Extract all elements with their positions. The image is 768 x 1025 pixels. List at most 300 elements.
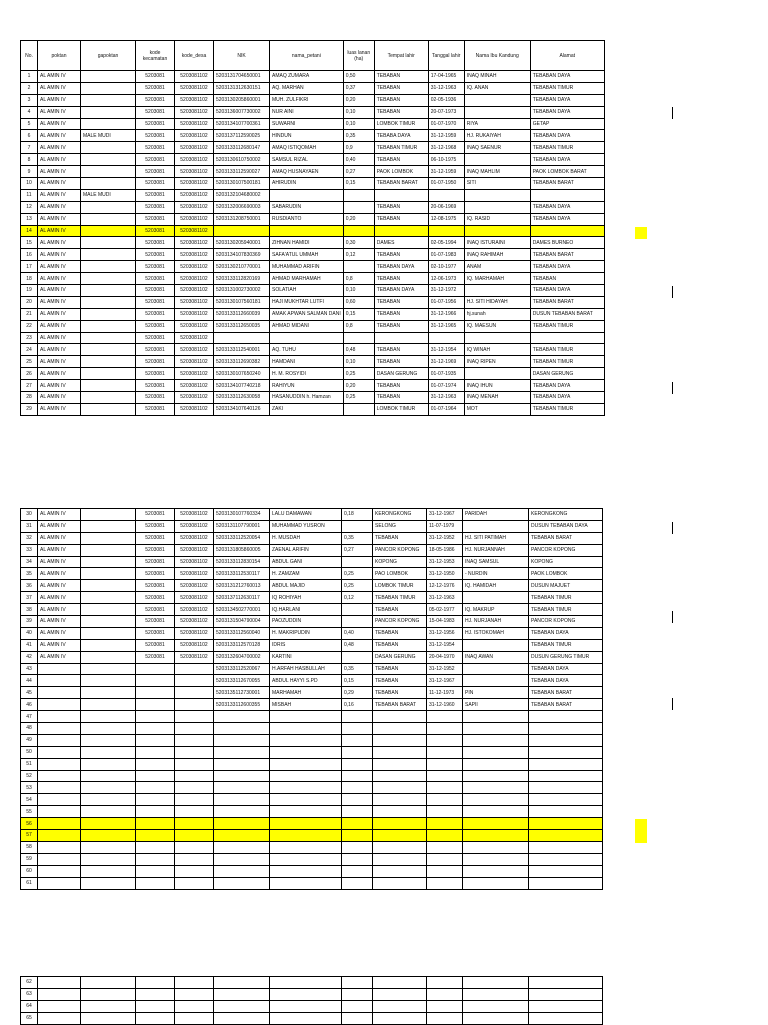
cell-nama-petani: HAJI MUKHTAR LUTFI (270, 296, 344, 308)
cell-kode-desa: 5203081102 (175, 201, 214, 213)
cell-tempat-lahir: LOMBOK TIMUR (374, 403, 428, 415)
cell-kode-desa: 5203081102 (175, 556, 214, 568)
cell-nama-petani: HAMDANI (270, 356, 344, 368)
cell-poktan: AL AMIN IV (38, 106, 81, 118)
cell-nama-ibu: INAQ MINAH (464, 71, 530, 83)
cell-gapoktan (81, 71, 136, 83)
cell-alamat (529, 841, 603, 853)
cell-nama-petani: AQ. MARHAN (270, 82, 344, 94)
cell-nik: 5203130107500181 (214, 178, 270, 190)
cell-tempat-lahir (373, 977, 427, 989)
cell-gapoktan (81, 532, 136, 544)
cell-nama-ibu: INAQ SAMSUL (463, 556, 529, 568)
cell-kode-desa: 5203081102 (175, 178, 214, 190)
cell-no: 64 (21, 1000, 38, 1012)
cell-tanggal-lahir: 01-07-1950 (428, 178, 464, 190)
cell-tempat-lahir (373, 746, 427, 758)
table-row (21, 273, 605, 285)
cell-kode-desa (175, 794, 214, 806)
cell-nama-ibu (464, 201, 530, 213)
cell-nama-petani (270, 225, 344, 237)
cell-luas-lahan: 0,27 (343, 166, 374, 178)
cell-nik: 5203130610750002 (214, 154, 270, 166)
cell-tanggal-lahir: 31-12-1969 (428, 356, 464, 368)
cell-poktan: AL AMIN IV (38, 249, 81, 261)
cell-nama-ibu (463, 746, 529, 758)
cell-kode-desa: 5203081102 (175, 189, 214, 201)
cell-nama-petani (270, 1012, 342, 1024)
cell-alamat: TEBABAN DAYA (530, 213, 604, 225)
cell-nik: 5203131704650001 (214, 71, 270, 83)
cell-tempat-lahir (373, 794, 427, 806)
cell-tempat-lahir (373, 1012, 427, 1024)
cell-luas-lahan (342, 988, 373, 1000)
cell-no: 42 (21, 651, 38, 663)
cell-kode-kecamatan: 5203081 (136, 142, 175, 154)
cell-tanggal-lahir (427, 758, 463, 770)
cell-tempat-lahir (373, 734, 427, 746)
cell-kode-desa (175, 663, 214, 675)
cell-nama-petani: AMAK APWAN SALMAN DANI (270, 308, 344, 320)
cell-nama-ibu: INAQ RAHIMAH (464, 249, 530, 261)
table-row (21, 1012, 603, 1024)
cell-poktan: AL AMIN IV (38, 118, 81, 130)
farmer-table-block-2 (20, 508, 603, 890)
cell-nama-petani: KARTINI (270, 651, 342, 663)
cell-nik (214, 853, 270, 865)
cell-poktan: AL AMIN IV (38, 651, 81, 663)
cell-kode-kecamatan (136, 853, 175, 865)
cell-kode-kecamatan: 5203081 (136, 344, 175, 356)
cell-nama-ibu: IQ WINAH (464, 344, 530, 356)
table-row (21, 806, 603, 818)
cell-tempat-lahir: TEBABAN (374, 273, 428, 285)
cell-kode-kecamatan: 5203081 (136, 118, 175, 130)
cell-luas-lahan: 0,20 (343, 213, 374, 225)
header-gapoktan: gapoktan (81, 41, 136, 71)
cell-luas-lahan: 0,29 (342, 687, 373, 699)
cell-nama-ibu (463, 806, 529, 818)
cell-nama-petani (270, 988, 342, 1000)
cell-alamat (529, 988, 603, 1000)
cell-tanggal-lahir (428, 189, 464, 201)
cell-no: 49 (21, 734, 38, 746)
cell-nik: 5203134502770001 (214, 604, 270, 616)
cell-nama-ibu (463, 794, 529, 806)
cell-poktan (38, 818, 81, 830)
cell-poktan: AL AMIN IV (38, 237, 81, 249)
cell-nama-ibu (464, 285, 530, 297)
cell-no: 31 (21, 520, 38, 532)
cell-nama-petani: HASANUDDIN h. Hamzan (270, 392, 344, 404)
cell-tanggal-lahir (427, 794, 463, 806)
cell-nama-ibu: ANAM (464, 261, 530, 273)
cell-nik: 5203130107560181 (214, 296, 270, 308)
cell-nama-ibu (463, 770, 529, 782)
cell-nama-ibu: INAQ ISTURAINI (464, 237, 530, 249)
cell-no: 53 (21, 782, 38, 794)
cell-kode-desa (175, 841, 214, 853)
cell-kode-kecamatan: 5203081 (136, 403, 175, 415)
cell-gapoktan (81, 977, 136, 989)
cell-tanggal-lahir: 31-12-1954 (428, 344, 464, 356)
cell-luas-lahan: 0,10 (343, 285, 374, 297)
table-row (21, 758, 603, 770)
cell-nik (214, 1012, 270, 1024)
cell-nik (214, 746, 270, 758)
cell-kode-desa: 5203081102 (175, 142, 214, 154)
cell-nik (214, 723, 270, 735)
cell-no: 26 (21, 368, 38, 380)
cell-alamat: TEBABAN DAYA (530, 261, 604, 273)
cell-nama-ibu (464, 368, 530, 380)
cell-tanggal-lahir: 31-12-1963 (428, 82, 464, 94)
cell-kode-kecamatan: 5203081 (136, 651, 175, 663)
cell-alamat: PANCOR KOPONG (529, 616, 603, 628)
cell-no: 10 (21, 178, 38, 190)
cell-tanggal-lahir: 31-12-1954 (427, 639, 463, 651)
cell-nik: 5203136007730002 (214, 106, 270, 118)
cell-alamat: TEBABAN DAYA (530, 106, 604, 118)
cell-alamat (529, 782, 603, 794)
cell-gapoktan: MALE MUDI (81, 130, 136, 142)
cell-tempat-lahir: TEBABAN DAYA (374, 261, 428, 273)
cell-nik: 5203133112600355 (214, 699, 270, 711)
cell-kode-desa: 5203081102 (175, 639, 214, 651)
cell-kode-desa (175, 699, 214, 711)
cell-luas-lahan (342, 1000, 373, 1012)
cell-alamat: GETAP (530, 118, 604, 130)
cell-kode-desa (175, 988, 214, 1000)
cell-nik (214, 806, 270, 818)
table-row (21, 392, 605, 404)
cell-no: 8 (21, 154, 38, 166)
cell-kode-desa (175, 746, 214, 758)
cell-no: 12 (21, 201, 38, 213)
cell-tanggal-lahir (427, 853, 463, 865)
cell-alamat: TEBABAN TIMUR (529, 639, 603, 651)
cell-tempat-lahir: KOPONG (373, 556, 427, 568)
cell-luas-lahan: 0,10 (343, 356, 374, 368)
cell-tanggal-lahir: 11-12-1973 (427, 687, 463, 699)
cell-tanggal-lahir: 31-12-1950 (427, 568, 463, 580)
cell-tempat-lahir: PANCOR KOPONG (373, 544, 427, 556)
cell-kode-kecamatan (136, 830, 175, 842)
header-luas-lahan: luas lanan (ha) (343, 41, 374, 71)
cell-alamat (529, 723, 603, 735)
cell-poktan (38, 663, 81, 675)
cell-nama-petani: AQ. TUHU (270, 344, 344, 356)
table-row (21, 877, 603, 889)
cell-luas-lahan (342, 746, 373, 758)
cell-nik: 5203131312630151 (214, 82, 270, 94)
cell-kode-kecamatan (136, 865, 175, 877)
cell-kode-kecamatan (136, 818, 175, 830)
cell-gapoktan (81, 687, 136, 699)
cell-no: 44 (21, 675, 38, 687)
table-row (21, 988, 603, 1000)
cell-kode-desa: 5203081102 (175, 356, 214, 368)
cell-tanggal-lahir: 02-05-1994 (428, 237, 464, 249)
cell-tanggal-lahir: 11-07-1979 (427, 520, 463, 532)
cell-no: 2 (21, 82, 38, 94)
cell-kode-kecamatan (136, 675, 175, 687)
cell-nama-ibu: INAQ IHUN (464, 380, 530, 392)
cell-tanggal-lahir (427, 734, 463, 746)
cell-tanggal-lahir (427, 806, 463, 818)
cell-nik: 5203134107830369 (214, 249, 270, 261)
cell-poktan: AL AMIN IV (38, 154, 81, 166)
cell-poktan: AL AMIN IV (38, 592, 81, 604)
cell-tempat-lahir: KERONGKONG (373, 509, 427, 521)
cell-tempat-lahir (373, 877, 427, 889)
cell-luas-lahan: 0,25 (343, 392, 374, 404)
table-row (21, 770, 603, 782)
cell-tanggal-lahir: 31-12-1953 (427, 556, 463, 568)
cell-nik: 5203130205860001 (214, 94, 270, 106)
cell-nama-petani: H. M. ROSYIDI (270, 368, 344, 380)
cell-kode-kecamatan (136, 734, 175, 746)
cell-no: 23 (21, 332, 38, 344)
table-row (21, 977, 603, 989)
cell-alamat (529, 746, 603, 758)
cell-alamat: TEBABAN DAYA (530, 392, 604, 404)
cell-luas-lahan: 0,30 (343, 237, 374, 249)
cell-kode-desa: 5203081102 (175, 154, 214, 166)
cell-kode-kecamatan (136, 770, 175, 782)
cell-tanggal-lahir: 15-04-1983 (427, 616, 463, 628)
cell-tempat-lahir: PAO LOMBOK (373, 568, 427, 580)
cell-gapoktan (81, 249, 136, 261)
header-no: No. (21, 41, 38, 71)
cell-tempat-lahir (373, 770, 427, 782)
cell-gapoktan (81, 154, 136, 166)
cell-tempat-lahir: TEBABAN (373, 627, 427, 639)
cell-poktan (38, 782, 81, 794)
cell-kode-desa: 5203081102 (175, 532, 214, 544)
table-row (21, 639, 603, 651)
header-nama-petani: nama_petani (270, 41, 344, 71)
header-poktan: poktan (38, 41, 81, 71)
cell-nama-petani: ZAENAL ARIFIN (270, 544, 342, 556)
cell-no: 28 (21, 392, 38, 404)
cell-kode-desa: 5203081102 (175, 380, 214, 392)
cell-nama-petani (270, 806, 342, 818)
cell-kode-kecamatan (136, 1000, 175, 1012)
cell-nama-petani (270, 189, 344, 201)
cell-gapoktan (81, 723, 136, 735)
cell-luas-lahan: 0,20 (343, 380, 374, 392)
cell-luas-lahan (343, 332, 374, 344)
cell-alamat: TEBABAN DAYA (530, 285, 604, 297)
cell-no: 13 (21, 213, 38, 225)
table-row (21, 82, 605, 94)
cell-poktan: AL AMIN IV (38, 344, 81, 356)
cell-kode-desa: 5203081102 (175, 651, 214, 663)
cell-poktan: AL AMIN IV (38, 392, 81, 404)
cell-kode-kecamatan (136, 806, 175, 818)
cell-gapoktan (81, 106, 136, 118)
cell-gapoktan (81, 663, 136, 675)
cell-nik: 5203130107760334 (214, 509, 270, 521)
margin-mark (672, 522, 673, 534)
cell-tanggal-lahir: 31-12-1965 (428, 320, 464, 332)
cell-no: 40 (21, 627, 38, 639)
cell-kode-desa (175, 865, 214, 877)
cell-kode-kecamatan: 5203081 (136, 166, 175, 178)
cell-kode-kecamatan (136, 782, 175, 794)
cell-luas-lahan: 0,9 (343, 142, 374, 154)
cell-poktan: AL AMIN IV (38, 639, 81, 651)
table-row (21, 699, 603, 711)
cell-tanggal-lahir: 31-12-1963 (427, 592, 463, 604)
cell-no: 54 (21, 794, 38, 806)
cell-luas-lahan (342, 604, 373, 616)
cell-gapoktan (81, 392, 136, 404)
cell-nama-petani: AMAQ HUSNAYAEN (270, 166, 344, 178)
cell-nama-ibu (464, 94, 530, 106)
cell-alamat: TEBABAN TIMUR (530, 344, 604, 356)
cell-alamat: DASAN GERUNG (530, 368, 604, 380)
table-row (21, 285, 605, 297)
table-row (21, 320, 605, 332)
cell-kode-desa (175, 853, 214, 865)
cell-kode-kecamatan (136, 663, 175, 675)
header-nik: NIK (214, 41, 270, 71)
cell-kode-kecamatan (136, 877, 175, 889)
header-kode-desa: kode_desa (175, 41, 214, 71)
table-row (21, 544, 603, 556)
cell-alamat: TEBABAN DAYA (529, 675, 603, 687)
cell-tempat-lahir (374, 189, 428, 201)
cell-nik: 5203133112520067 (214, 663, 270, 675)
cell-kode-desa (175, 830, 214, 842)
table-row (21, 201, 605, 213)
cell-nik: 5203133112650035 (214, 320, 270, 332)
highlight-strip-rows-56-57 (635, 819, 647, 843)
cell-gapoktan (81, 830, 136, 842)
cell-kode-desa: 5203081102 (175, 344, 214, 356)
cell-luas-lahan (343, 225, 374, 237)
cell-luas-lahan (342, 841, 373, 853)
cell-gapoktan (81, 273, 136, 285)
cell-gapoktan (81, 675, 136, 687)
cell-nik (214, 1000, 270, 1012)
cell-nama-petani: MUHAMMAD YUSRON (270, 520, 342, 532)
cell-poktan: AL AMIN IV (38, 189, 81, 201)
cell-kode-desa: 5203081102 (175, 332, 214, 344)
cell-nama-petani (270, 1000, 342, 1012)
table-row (21, 865, 603, 877)
cell-gapoktan (81, 320, 136, 332)
cell-luas-lahan (342, 556, 373, 568)
cell-poktan: AL AMIN IV (38, 130, 81, 142)
cell-nik: 5203133112680147 (214, 142, 270, 154)
cell-poktan (38, 1000, 81, 1012)
cell-nik (214, 770, 270, 782)
table-row (21, 509, 603, 521)
cell-kode-kecamatan: 5203081 (136, 237, 175, 249)
cell-tanggal-lahir: 02-10-1977 (428, 261, 464, 273)
cell-alamat: DAMES BURNEO (530, 237, 604, 249)
cell-luas-lahan: 0,35 (342, 663, 373, 675)
cell-poktan: AL AMIN IV (38, 604, 81, 616)
cell-tanggal-lahir: 31-12-1960 (427, 699, 463, 711)
cell-kode-kecamatan (136, 746, 175, 758)
cell-tempat-lahir: TEBABAN (374, 249, 428, 261)
table-row (21, 380, 605, 392)
cell-gapoktan (81, 178, 136, 190)
cell-luas-lahan: 0,60 (343, 296, 374, 308)
cell-tempat-lahir: DASAN GERUNG (374, 368, 428, 380)
cell-kode-kecamatan (136, 794, 175, 806)
cell-tempat-lahir: TEBABAN (374, 380, 428, 392)
cell-kode-desa: 5203081102 (175, 308, 214, 320)
cell-alamat: DUSUN TEBABAN BARAT (530, 308, 604, 320)
cell-no: 41 (21, 639, 38, 651)
cell-tanggal-lahir (427, 977, 463, 989)
cell-nama-ibu (463, 841, 529, 853)
cell-nik: 5203133112670055 (214, 675, 270, 687)
cell-gapoktan (81, 118, 136, 130)
cell-nama-petani: H. MUSDAH (270, 532, 342, 544)
table-row (21, 818, 603, 830)
cell-kode-desa: 5203081102 (175, 392, 214, 404)
table-row (21, 663, 603, 675)
table-row (21, 142, 605, 154)
cell-kode-desa: 5203081102 (175, 261, 214, 273)
cell-nama-ibu: HJ. ISTOKOMAH (463, 627, 529, 639)
cell-alamat: TEBABAN BARAT (529, 532, 603, 544)
cell-kode-desa: 5203081102 (175, 237, 214, 249)
cell-alamat: DUSUN MAJUET (529, 580, 603, 592)
cell-luas-lahan: 0,40 (342, 627, 373, 639)
cell-poktan: AL AMIN IV (38, 82, 81, 94)
cell-alamat: TEBABAN DAYA (529, 627, 603, 639)
cell-alamat: TEBABAN TIMUR (530, 320, 604, 332)
cell-tanggal-lahir: 20-04-1970 (427, 651, 463, 663)
cell-tanggal-lahir: 31-12-1952 (427, 532, 463, 544)
cell-alamat: KERONGKONG (529, 509, 603, 521)
table-row (21, 94, 605, 106)
cell-kode-kecamatan: 5203081 (136, 296, 175, 308)
cell-nama-ibu: SITI (464, 178, 530, 190)
table-row (21, 403, 605, 415)
cell-nama-ibu (463, 711, 529, 723)
cell-nama-petani: PAOZUDDIN (270, 616, 342, 628)
cell-nama-petani: ABDUL HAYYI S.PD (270, 675, 342, 687)
cell-no: 39 (21, 616, 38, 628)
cell-alamat: TEBABAN DAYA (530, 94, 604, 106)
cell-kode-kecamatan: 5203081 (136, 308, 175, 320)
cell-kode-kecamatan: 5203081 (136, 509, 175, 521)
cell-kode-kecamatan: 5203081 (136, 189, 175, 201)
cell-gapoktan (81, 770, 136, 782)
cell-gapoktan (81, 296, 136, 308)
cell-tempat-lahir: PANCOR KOPONG (373, 616, 427, 628)
cell-nama-ibu: INAQ SAENUR (464, 142, 530, 154)
cell-kode-kecamatan: 5203081 (136, 532, 175, 544)
cell-nik: 5203133112560040 (214, 627, 270, 639)
cell-no: 55 (21, 806, 38, 818)
farmer-table-block-1 (20, 40, 605, 416)
cell-no: 36 (21, 580, 38, 592)
cell-no: 50 (21, 746, 38, 758)
margin-mark (672, 382, 673, 394)
cell-poktan (38, 1012, 81, 1024)
cell-no: 43 (21, 663, 38, 675)
cell-kode-desa: 5203081102 (175, 320, 214, 332)
